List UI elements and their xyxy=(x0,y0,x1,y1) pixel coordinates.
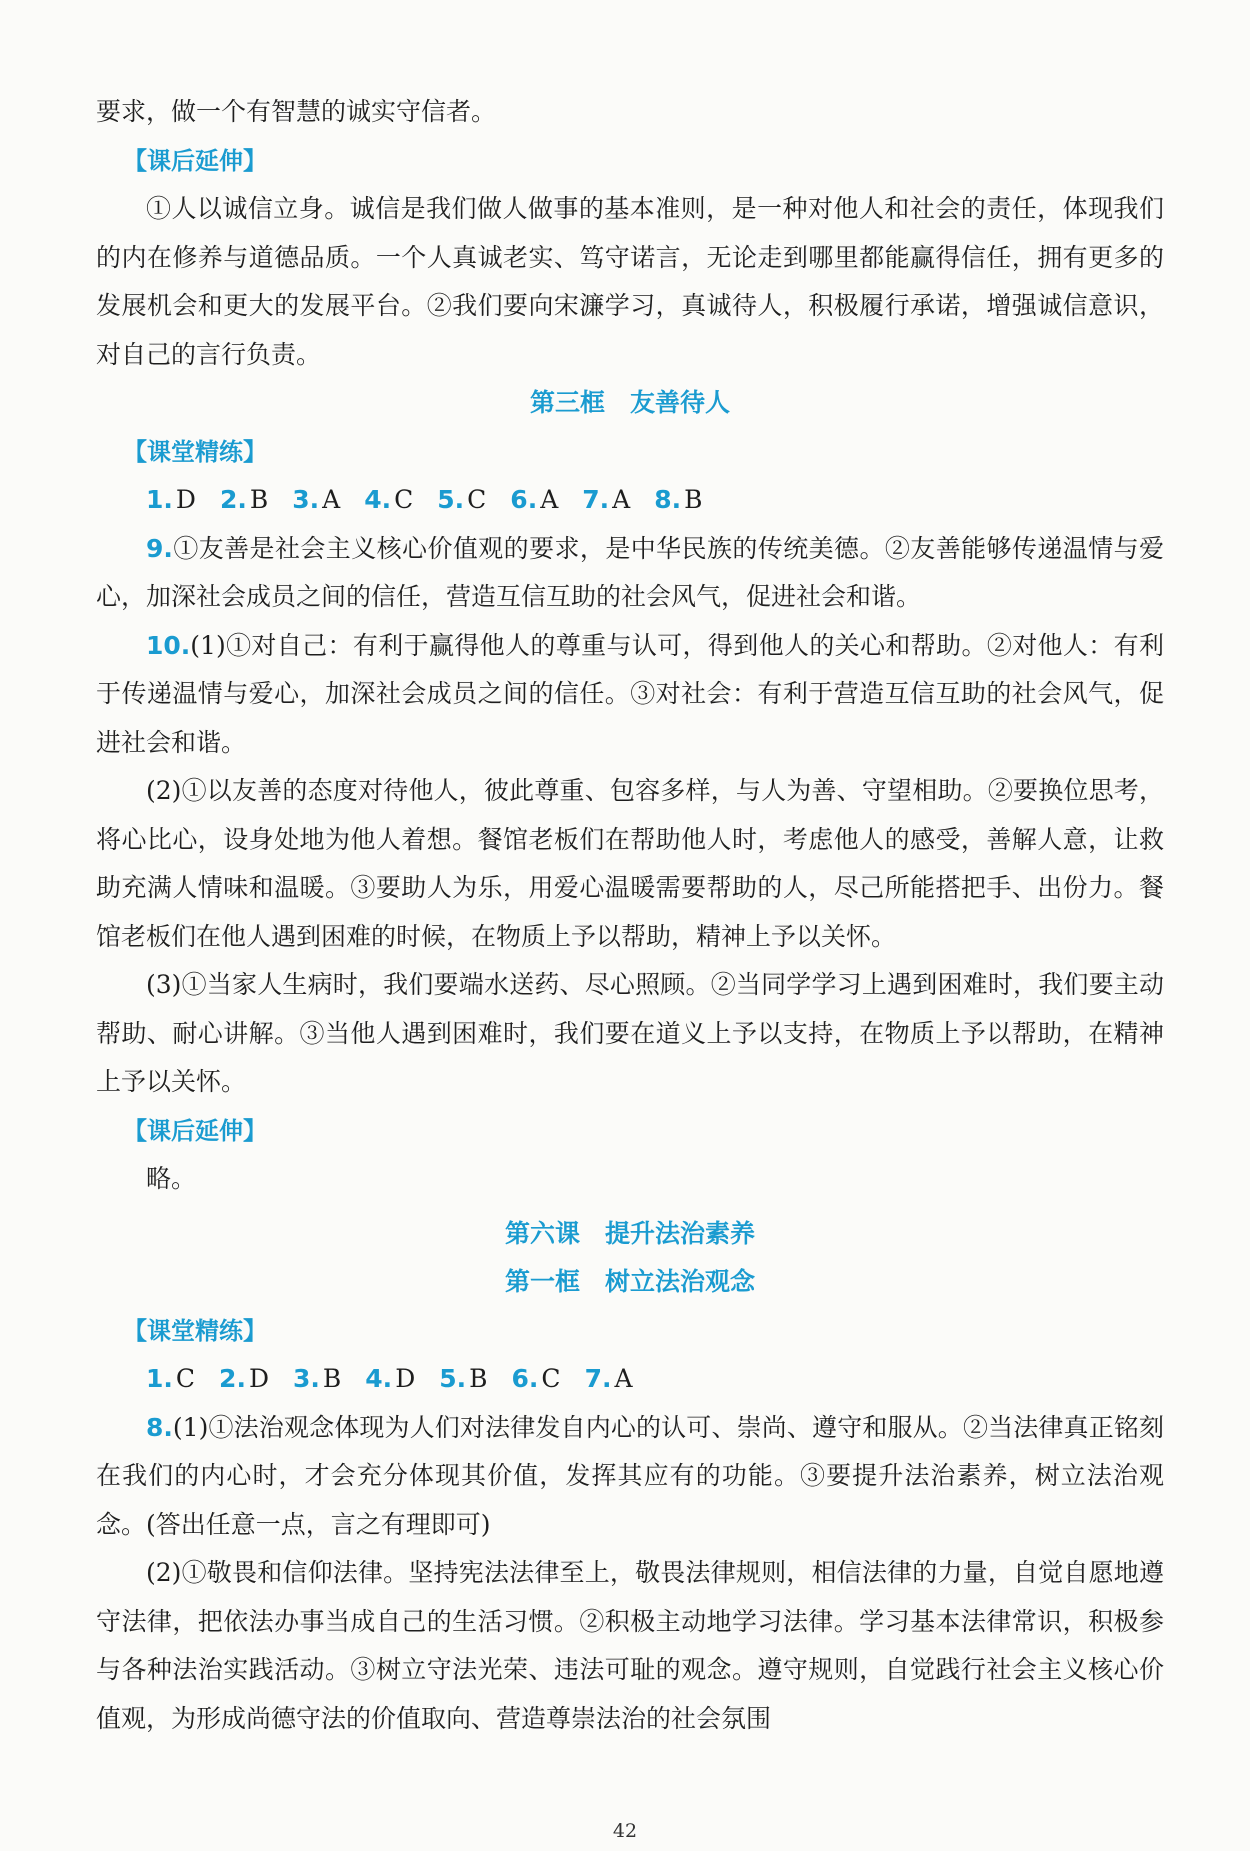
question-number: 9. xyxy=(146,533,173,563)
answer-choice: C xyxy=(175,1364,196,1393)
lesson-heading: 第三框 友善待人 xyxy=(529,388,730,417)
answer-key-row xyxy=(96,476,1164,525)
answer-paragraph xyxy=(96,1404,1164,1550)
answer-choice: A xyxy=(322,485,341,514)
answer-choice: A xyxy=(614,1364,633,1393)
answer-choice: D xyxy=(248,1364,269,1393)
paragraph-text: 要求，做一个有智慧的诚实守信者。 xyxy=(96,97,497,126)
body-paragraph xyxy=(96,767,1164,961)
answer-paragraph xyxy=(96,622,1164,768)
answer-choice: A xyxy=(540,485,559,514)
answer-choice: B xyxy=(322,1364,342,1393)
question-number: 5. xyxy=(439,1364,467,1393)
paragraph-text: (1)①法治观念体现为人们对法律发自内心的认可、崇尚、遵守和服从。②当法律真正铭刻在我们的内心时，才会充分体现其价值，发挥其应有的功能。③要提升法治素养，树立法治观念。(答出任意一点，言之有理即可) xyxy=(96,1412,1164,1539)
answer-choice: C xyxy=(541,1364,561,1393)
body-paragraph xyxy=(96,1549,1164,1743)
question-number: 7. xyxy=(584,1364,612,1393)
answer-choice: B xyxy=(469,1364,488,1393)
body-paragraph xyxy=(96,1155,1164,1204)
page-content xyxy=(96,88,1164,1743)
question-number: 8. xyxy=(146,1412,173,1442)
paragraph-text: ①友善是社会主义核心价值观的要求，是中华民族的传统美德。②友善能够传递温情与爱心，加深社会成员之间的信任，营造互信互助的社会风气，促进社会和谐。 xyxy=(96,533,1164,611)
answer-choice: B xyxy=(684,485,703,514)
question-number: 5. xyxy=(437,485,465,514)
question-number: 6. xyxy=(511,1364,539,1393)
question-number: 7. xyxy=(582,485,610,514)
answer-paragraph xyxy=(96,525,1164,622)
body-paragraph xyxy=(96,185,1164,379)
paragraph-text: 略。 xyxy=(146,1164,197,1193)
paragraph-text: (2)①敬畏和信仰法律。坚持宪法法律至上，敬畏法律规则，相信法律的力量，自觉自愿地遵守法律，把依法办事当成自己的生活习惯。②积极主动地学习法律。学习基本法律常识，积极参与各种法治实践活动。③树立守法光荣、违法可耻的观念。遵守规则，自觉践行社会主义核心价值观，为形成尚德守法的价值取向、营造尊崇法治的社会氛围 xyxy=(96,1558,1164,1733)
paragraph-text: (3)①当家人生病时，我们要端水送药、尽心照顾。②当同学学习上遇到困难时，我们要主动帮助、耐心讲解。③当他人遇到困难时，我们要在道义上予以支持，在物质上予以帮助，在精神上予以关怀。 xyxy=(96,970,1164,1096)
question-number: 4. xyxy=(364,485,392,514)
lesson-heading: 第一框 树立法治观念 xyxy=(504,1267,755,1296)
paragraph-text: (1)①对自己：有利于赢得他人的尊重与认可，得到他人的关心和帮助。②对他人：有利于传递温情与爱心，加深社会成员之间的信任。③对社会：有利于营造互信互助的社会风气，促进社会和谐。 xyxy=(96,630,1164,757)
question-number: 6. xyxy=(510,485,538,514)
question-number: 3. xyxy=(293,1364,320,1393)
question-number: 2. xyxy=(219,1364,246,1393)
body-paragraph xyxy=(96,88,1164,137)
question-number: 1. xyxy=(146,1364,173,1393)
section-label: 【课后延伸】 xyxy=(123,1116,267,1145)
section-label: 【课后延伸】 xyxy=(123,146,267,175)
paragraph-text: (2)①以友善的态度对待他人，彼此尊重、包容多样，与人为善、守望相助。②要换位思考，将心比心，设身处地为他人着想。餐馆老板们在帮助他人时，考虑他人的感受，善解人意，让救助充满人情味和温暖。③要助人为乐，用爱心温暖需要帮助的人，尽己所能搭把手、出份力。餐馆老板们在他人遇到困难的时候，在物质上予以帮助，精神上予以关怀。 xyxy=(96,776,1164,951)
page-number: 42 xyxy=(612,1820,638,1842)
question-number: 10. xyxy=(146,630,191,660)
lesson-heading: 第六课 提升法治素养 xyxy=(504,1218,755,1248)
answer-key-row xyxy=(96,1355,1164,1404)
question-number: 3. xyxy=(292,485,320,514)
question-number: 8. xyxy=(654,485,682,514)
paragraph-text: ①人以诚信立身。诚信是我们做人做事的基本准则，是一种对他人和社会的责任，体现我们的内在修养与道德品质。一个人真诚老实、笃守诺言，无论走到哪里都能赢得信任，拥有更多的发展机会和更大的发展平台。②我们要向宋濂学习，真诚待人，积极履行承诺，增强诚信意识，对自己的言行负责。 xyxy=(96,194,1164,369)
answer-choice: C xyxy=(467,485,487,514)
body-paragraph xyxy=(96,961,1164,1107)
question-number: 4. xyxy=(365,1364,393,1393)
section-label: 【课堂精练】 xyxy=(123,437,267,466)
section-label: 【课堂精练】 xyxy=(123,1316,267,1345)
answer-choice: D xyxy=(175,485,196,514)
question-number: 1. xyxy=(146,485,173,514)
answer-choice: D xyxy=(395,1364,416,1393)
answer-choice: B xyxy=(249,485,269,514)
answer-choice: C xyxy=(394,485,414,514)
question-number: 2. xyxy=(219,485,247,514)
answer-choice: A xyxy=(612,485,631,514)
